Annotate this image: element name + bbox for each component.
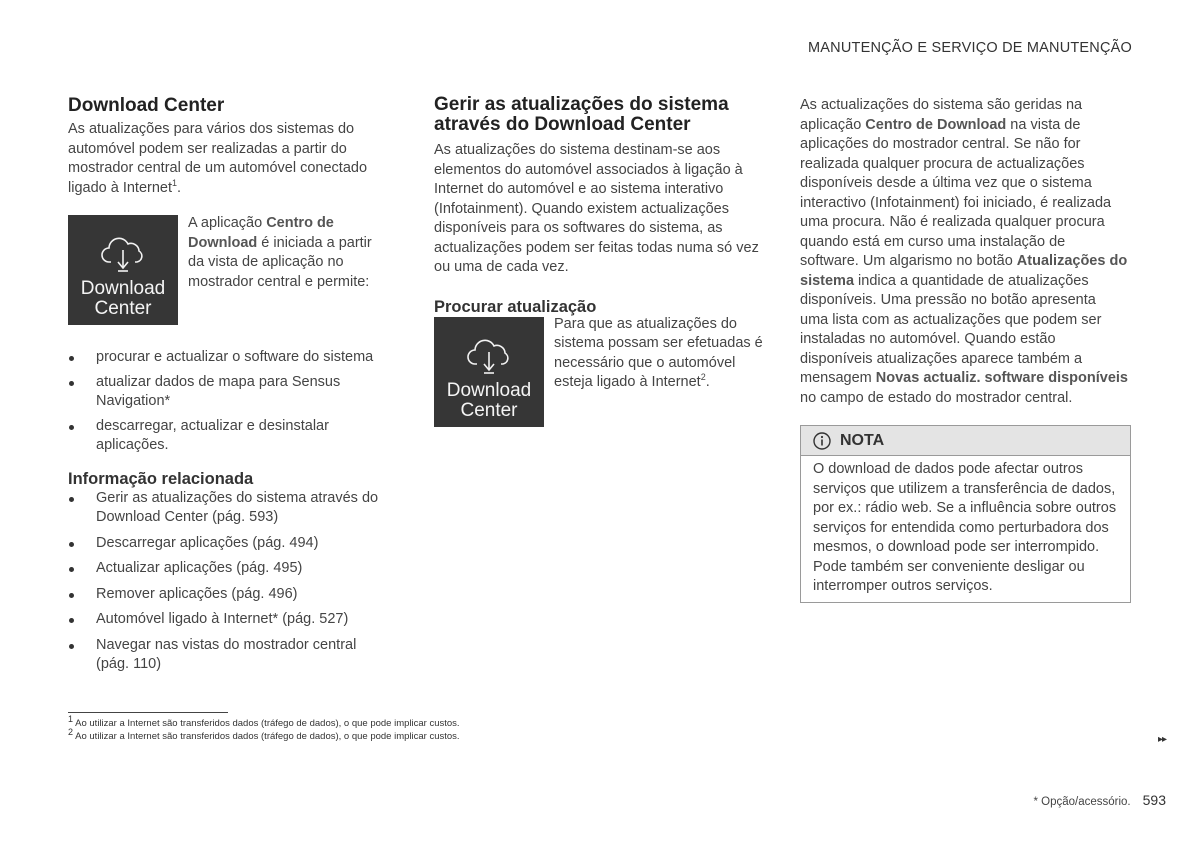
note-title: NOTA — [840, 431, 885, 449]
footnote-ref: 1 — [172, 177, 178, 188]
related-links — [68, 489, 398, 675]
app-name-highlight: Centro de Download — [188, 215, 334, 251]
app-info-block — [68, 215, 400, 325]
search-update-text — [554, 315, 764, 393]
note-box — [800, 425, 1131, 603]
intro-end: . — [177, 179, 182, 196]
intro-text: As atualizações para vários dos sistemas do automóvel podem ser realizadas a partir do mostrador central de um automóvel conectado ligado à Internet — [68, 121, 368, 196]
section-title: Download Center — [68, 95, 225, 116]
page-footer — [1033, 792, 1166, 808]
footnotes — [68, 713, 460, 743]
details-paragraph: As actualizações do sistema são geridas na aplicação Centro de Download na vista de aplicações do mostrador central. Se não for realizada qualquer procura de actualizações disponíveis desde a última vez que o sistema interactivo (Infotainment) foi iniciado, é realizada uma procura. Não é realizada qualquer procura quando está em curso uma instalação de software. Um algarismo no botão Atualizações do sistema indica a quantidade de atualizações disponíveis. Uma pressão no botão apresenta uma lista com as actualizações que podem ser instaladas no automóvel. Quando estão disponíveis atualizações aparece também a mensagem Novas actualiz. software disponíveis no campo de estado do mostrador central. — [800, 97, 1128, 406]
app-desc-post: é iniciada a partir da vista de aplicação no mostrador central e permite: — [188, 234, 372, 290]
footnote: $^2$ Ao utilizar a Internet são transferidos dados (tráfego de dados), o que pode implicar custos. — [68, 726, 460, 742]
cloud-download-icon — [466, 337, 512, 377]
column-details — [800, 96, 1128, 408]
list-item: procurar e actualizar o software do sistema — [68, 348, 388, 368]
download-center-app-icon — [68, 215, 178, 325]
note-body: O download de dados pode afectar outros serviços que utilizem a transferência de dados, por ex.: rádio web. Se a influência sobre outros serviços for entendida como perturbadora dos mesmos, o download pode ser interrompido. Pode também ser conveniente desligar ou interromper outros serviços. — [813, 461, 1117, 594]
section-title: Gerir as atualizações do sistema através do Download Center — [434, 94, 729, 135]
side-end: . — [705, 374, 710, 390]
info-icon — [813, 432, 831, 450]
related-link[interactable]: Automóvel ligado à Internet* (pág. 527) — [68, 610, 398, 630]
app-name-highlight: Centro de Download — [865, 116, 1007, 133]
footnote: $^1$ Ao utilizar a Internet são transferidos dados (tráfego de dados), o que pode implicar custos. — [68, 713, 460, 729]
related-link[interactable]: Actualizar aplicações (pág. 495) — [68, 559, 398, 579]
feature-list — [68, 348, 388, 456]
search-update-title: Procurar atualização — [434, 297, 597, 316]
related-link[interactable]: Descarregar aplicações (pág. 494) — [68, 534, 398, 554]
section-header: MANUTENÇÃO E SERVIÇO DE MANUTENÇÃO — [808, 40, 1132, 56]
list-item: atualizar dados de mapa para Sensus Navigation* — [68, 373, 388, 412]
app-description — [188, 214, 388, 292]
search-update-block — [434, 317, 769, 427]
footnote-divider — [68, 712, 228, 713]
related-link[interactable]: Gerir as atualizações do sistema através do Download Center (pág. 593) — [68, 489, 398, 528]
page-number: 593 — [1142, 792, 1166, 808]
side-text: Para que as atualizações do sistema possam ser efetuadas é necessário que o automóvel esteja ligado à Internet — [554, 315, 763, 390]
app-icon-label: Download Center — [446, 379, 532, 421]
app-icon-label: Download Center — [80, 278, 166, 319]
download-center-app-icon — [434, 317, 544, 427]
continue-arrow-icon: ▸▸ — [1157, 734, 1166, 745]
intro-paragraph: As atualizações do sistema destinam-se aos elementos do automóvel associados à ligação à Internet do automóvel e ao sistema interativo (Infotainment). Quando existem actualizações disponíveis para os softwares do sistema, as actualizações podem ser feitas todas numa só vez ou uma de cada vez. — [434, 142, 759, 275]
option-note: * Opção/acessório. — [1033, 796, 1131, 808]
button-name-highlight: Atualizações do sistema — [800, 253, 1128, 289]
footnote-ref: 2 — [700, 372, 706, 383]
message-highlight: Novas actualiz. software disponíveis — [875, 370, 1128, 386]
column-system-updates — [434, 95, 769, 427]
note-header — [801, 426, 1130, 456]
related-info-title: Informação relacionada — [68, 469, 254, 488]
related-link[interactable]: Navegar nas vistas do mostrador central (pág. 110) — [68, 636, 376, 675]
app-desc-pre: A aplicação — [188, 215, 267, 231]
cloud-download-icon — [100, 235, 146, 275]
related-link[interactable]: Remover aplicações (pág. 496) — [68, 585, 398, 605]
column-download-center — [68, 95, 400, 675]
list-item: descarregar, actualizar e desinstalar aplicações. — [68, 417, 388, 456]
intro-paragraph — [68, 120, 400, 198]
